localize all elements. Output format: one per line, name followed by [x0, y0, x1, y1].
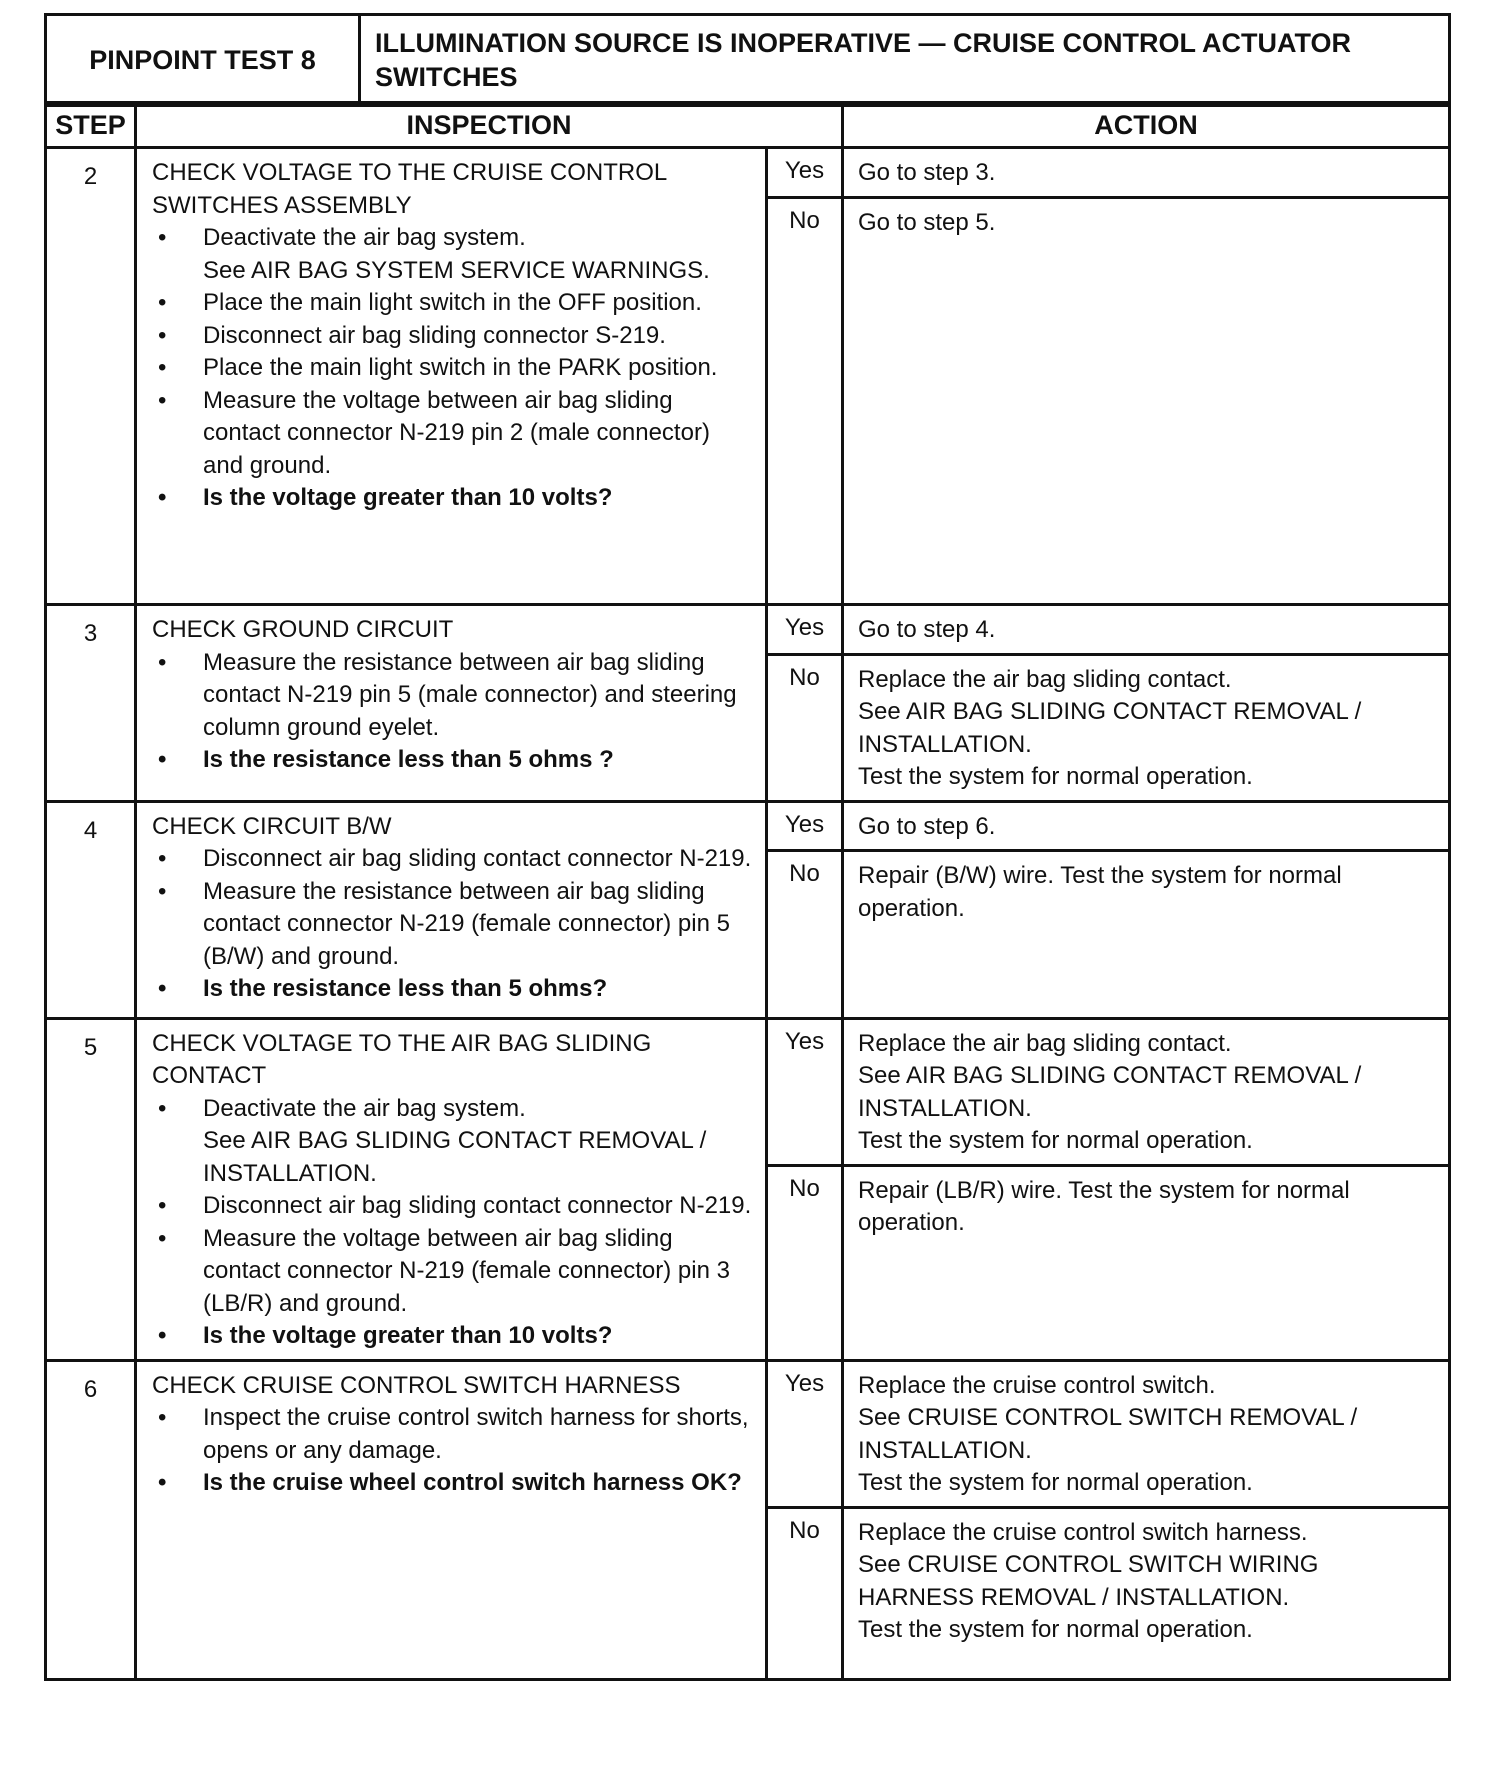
step-row	[46, 605, 1450, 655]
yes-action-cell	[843, 1018, 1450, 1165]
yes-action: Replace the air bag sliding contact.	[858, 1029, 1232, 1057]
see-reference: See AIR BAG SLIDING CONTACT REMOVAL / INSTALLATION.	[858, 698, 1362, 758]
no-label: No	[767, 851, 843, 1019]
inspection-cell	[136, 1360, 767, 1679]
bullet-item: • Deactivate the air bag system. See AIR BAG SYSTEM SERVICE WARNINGS.	[152, 222, 755, 287]
no-action: Go to step 5.	[843, 197, 1450, 605]
inspection-cell	[136, 801, 767, 1018]
bullet-question: • Is the voltage greater than 10 volts?	[152, 1320, 755, 1353]
step-row	[46, 801, 1450, 851]
column-header-inspection: INSPECTION	[136, 103, 843, 148]
no-action-cell	[843, 654, 1450, 801]
bullet-note: See AIR BAG SLIDING CONTACT REMOVAL / INSTALLATION.	[203, 1127, 707, 1187]
yes-action: Replace the cruise control switch.	[858, 1371, 1216, 1399]
yes-label: Yes	[767, 148, 843, 198]
bullet-item: • Inspect the cruise control switch harness for shorts, opens or any damage.	[152, 1402, 755, 1467]
bullet-item: • Place the main light switch in the OFF position.	[152, 287, 755, 320]
bullet-item: • Deactivate the air bag system. See AIR BAG SLIDING CONTACT REMOVAL / INSTALLATION.	[152, 1093, 755, 1191]
step-number: 2	[46, 148, 136, 605]
inspection-title: CHECK CRUISE CONTROL SWITCH HARNESS	[152, 1371, 681, 1399]
no-action: Replace the cruise control switch harness.	[858, 1518, 1308, 1546]
bullet-item: • Measure the voltage between air bag sliding contact connector N-219 pin 2 (male connector) and ground.	[152, 385, 755, 483]
bullet-question: • Is the resistance less than 5 ohms ?	[152, 744, 755, 777]
inspection-bullets	[152, 843, 755, 1006]
test-instruction: Test the system for normal operation.	[858, 1616, 1253, 1643]
bullet-item: • Disconnect air bag sliding contact connector N-219.	[152, 1190, 755, 1223]
no-label: No	[767, 1507, 843, 1679]
bullet-item: • Disconnect air bag sliding contact connector N-219.	[152, 843, 755, 876]
bullet-item: • Measure the voltage between air bag sliding contact connector N-219 (female connector) pin 3 (LB/R) and ground.	[152, 1223, 755, 1321]
test-instruction: Test the system for normal operation.	[858, 1127, 1253, 1154]
bullet-question: • Is the resistance less than 5 ohms?	[152, 973, 755, 1006]
bullet-note: See AIR BAG SYSTEM SERVICE WARNINGS.	[203, 256, 710, 284]
column-header-row	[46, 103, 1450, 148]
step-row	[46, 1360, 1450, 1507]
yes-action: Go to step 4.	[843, 605, 1450, 655]
step-number: 3	[46, 605, 136, 802]
step-row	[46, 148, 1450, 198]
yes-label: Yes	[767, 801, 843, 851]
no-action-cell	[843, 1507, 1450, 1679]
bullet-item: • Place the main light switch in the PARK position.	[152, 352, 755, 385]
inspection-cell	[136, 1018, 767, 1360]
bullet-question: • Is the cruise wheel control switch harness OK?	[152, 1467, 755, 1500]
yes-label: Yes	[767, 1018, 843, 1165]
see-reference: See CRUISE CONTROL SWITCH WIRING HARNESS REMOVAL / INSTALLATION.	[858, 1551, 1319, 1611]
no-label: No	[767, 654, 843, 801]
no-label: No	[767, 1165, 843, 1360]
inspection-bullets	[152, 222, 755, 515]
see-reference: See CRUISE CONTROL SWITCH REMOVAL / INSTALLATION.	[858, 1404, 1358, 1464]
inspection-title: CHECK VOLTAGE TO THE CRUISE CONTROL SWITCHES ASSEMBLY	[152, 159, 667, 219]
test-label: PINPOINT TEST 8	[46, 15, 360, 106]
inspection-bullets	[152, 647, 755, 777]
yes-action: Go to step 3.	[843, 148, 1450, 198]
yes-label: Yes	[767, 1360, 843, 1507]
test-instruction: Test the system for normal operation.	[858, 763, 1253, 790]
inspection-title: CHECK GROUND CIRCUIT	[152, 616, 454, 643]
no-action: Repair (B/W) wire. Test the system for normal operation.	[843, 851, 1450, 1019]
inspection-cell	[136, 148, 767, 605]
bullet-item: • Measure the resistance between air bag sliding contact connector N-219 (female connector) pin 5 (B/W) and ground.	[152, 876, 755, 974]
bullet-question: • Is the voltage greater than 10 volts?	[152, 482, 755, 515]
bullet-item: • Disconnect air bag sliding connector S-219.	[152, 320, 755, 353]
inspection-title: CHECK CIRCUIT B/W	[152, 812, 392, 840]
step-number: 5	[46, 1018, 136, 1360]
test-instruction: Test the system for normal operation.	[858, 1469, 1253, 1496]
column-header-action: ACTION	[843, 103, 1450, 148]
yes-action: Go to step 6.	[843, 801, 1450, 851]
yes-label: Yes	[767, 605, 843, 655]
no-action: Repair (LB/R) wire. Test the system for normal operation.	[843, 1165, 1450, 1360]
bullet-item: • Measure the resistance between air bag sliding contact N-219 pin 5 (male connector) and steering column ground eyelet.	[152, 647, 755, 745]
inspection-title: CHECK VOLTAGE TO THE AIR BAG SLIDING CONTACT	[152, 1029, 652, 1089]
inspection-bullets	[152, 1093, 755, 1353]
no-label: No	[767, 197, 843, 605]
see-reference: See AIR BAG SLIDING CONTACT REMOVAL / INSTALLATION.	[858, 1062, 1362, 1122]
inspection-bullets	[152, 1402, 755, 1500]
test-title: ILLUMINATION SOURCE IS INOPERATIVE — CRUISE CONTROL ACTUATOR SWITCHES	[360, 15, 1450, 106]
pinpoint-test-table	[44, 101, 1451, 1681]
step-number: 4	[46, 801, 136, 1018]
no-action: Replace the air bag sliding contact.	[858, 665, 1232, 693]
step-number: 6	[46, 1360, 136, 1679]
test-header	[44, 13, 1451, 107]
yes-action-cell	[843, 1360, 1450, 1507]
column-header-step: STEP	[46, 103, 136, 148]
inspection-cell	[136, 605, 767, 802]
step-row	[46, 1018, 1450, 1165]
